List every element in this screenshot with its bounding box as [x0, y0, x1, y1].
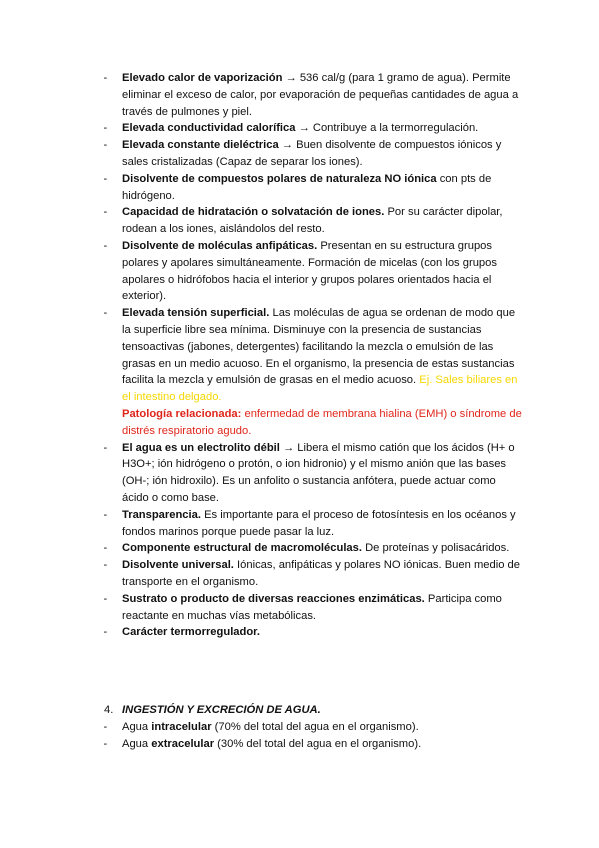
bullet-dash: - — [103, 239, 108, 252]
section-water-intake — [104, 702, 524, 752]
bullet-dash: - — [103, 559, 108, 572]
list-item: - Disolvente de compuestos polares de naturaleza NO iónica con pts de hidrógeno. — [103, 172, 492, 202]
list-item: - Elevada tensión superficial. Las moléculas de agua se ordenan de modo que la superficie libre sea mínima. Disminuye con la presencia de sustancias tensoactivas (jabones, detergentes) facilitando la mezcla o emulsión de las grasas en un medio acuoso. En el organismo, la presencia de estas sustancias facilita la mezcla y emulsión de grasas en el medio acuoso. Ej. Sales biliares en el intestino delgado. Patología relacionada: enfermedad de membrana hialina (EMH) o síndrome de distrés respiratorio agudo. — [103, 307, 522, 437]
list-item: - Agua extracelular (30% del total del agua en el organismo). — [104, 736, 524, 753]
list-item: - Disolvente de moléculas anfipáticas. Presentan en su estructura grupos polares y apolares simultáneamente. Formación de micelas (con los grupos apolares o hidrófobos hacia el interior y grupos polares orientados hacia el exterior). — [103, 239, 497, 303]
bullet-dash: - — [103, 542, 108, 555]
bullet-dash: - — [103, 737, 108, 750]
list-item: - Carácter termorregulador. — [104, 624, 524, 641]
section-title: INGESTIÓN Y EXCRECIÓN DE AGUA. — [122, 704, 321, 716]
bullet-dash: - — [103, 172, 108, 185]
bullet-dash: - — [103, 592, 108, 605]
bullet-dash: - — [103, 206, 108, 219]
section-number: 4. — [104, 704, 114, 716]
list-item: - Elevado calor de vaporización → 536 cal/g (para 1 gramo de agua). Permite eliminar el exceso de calor, por evaporación de pequeñas cantidades de agua a través de pulmones y piel. — [103, 72, 519, 118]
bullet-dash: - — [103, 720, 108, 733]
list-item: - Componente estructural de macromoléculas. De proteínas y polisacáridos. — [104, 540, 524, 557]
list-item: - Elevada conductividad calorífica → Contribuye a la termorregulación. — [104, 120, 524, 137]
list-item: - El agua es un electrolito débil → Libera el mismo catión que los ácidos (H+ o H3O+; ión hidrógeno o protón, o ion hidronio) y el mismo anión que las bases (OH-; ión hidroxilo). Es un anfolito o sustancia anfótera, puede actuar como ácido o como base. — [103, 441, 515, 504]
list-item: - Disolvente universal. Iónicas, anfipáticas y polares NO iónicas. Buen medio de transporte en el organismo. — [103, 559, 520, 588]
list-item: - Capacidad de hidratación o solvatación de iones. Por su carácter dipolar, rodean a los iones, aislándolos del resto. — [103, 206, 503, 236]
list-item: - Sustrato o producto de diversas reacciones enzimáticas. Participa como reactante en muchas vías metabólicas. — [103, 592, 502, 622]
list-item: - Agua intracelular (70% del total del agua en el organismo). — [104, 719, 524, 736]
list-item: - Elevada constante dieléctrica → Buen disolvente de compuestos iónicos y sales cristalizadas (Capaz de separar los iones). — [103, 139, 502, 168]
pathology-label: Patología relacionada: — [122, 407, 242, 420]
bullet-dash: - — [103, 139, 108, 152]
bullet-dash: - — [103, 626, 108, 639]
example-note: Ej. Sales biliares en el intestino delgado. — [122, 374, 518, 404]
bullet-dash: - — [103, 307, 108, 320]
bullet-dash: - — [103, 122, 108, 135]
bullet-dash: - — [103, 508, 108, 521]
bullet-dash: - — [103, 441, 108, 454]
section-heading — [104, 702, 524, 719]
pathology-text: enfermedad de membrana hialina (EMH) o síndrome de distrés respiratorio agudo. — [122, 407, 522, 437]
properties-list — [104, 70, 524, 641]
bullet-dash: - — [103, 72, 108, 84]
list-item: - Transparencia. Es importante para el proceso de fotosíntesis en los océanos y fondos marinos porque puede pasar la luz. — [103, 508, 516, 538]
